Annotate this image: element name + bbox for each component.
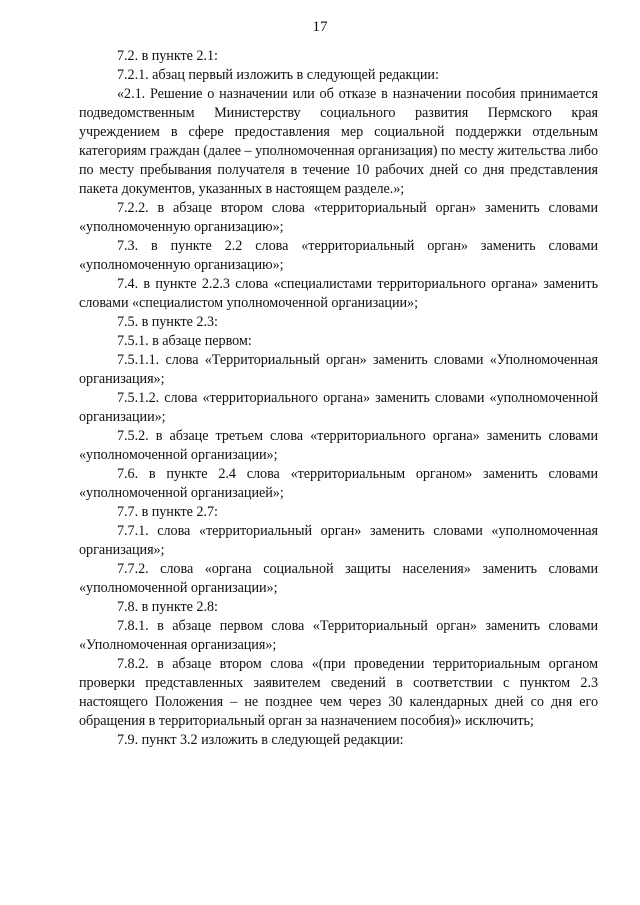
paragraph-7-2-1: 7.2.1. абзац первый изложить в следующей редакции: xyxy=(117,67,439,83)
paragraph-7-5-2: 7.5.2. в абзаце третьем слова «территориального органа» заменить словами «уполномоченной организации»; xyxy=(79,428,598,463)
paragraph-7-2: 7.2. в пункте 2.1: xyxy=(117,48,218,64)
page-number: 17 xyxy=(312,19,328,35)
paragraph-7-8-2: 7.8.2. в абзаце втором слова «(при проведении территориальным органом проверки представленных заявителем сведений в соответствии с пунктом 2.3 настоящего Положения – не позднее чем через 30 календарных дней со дня его обращения в территориальный орган за назначением пособия)» исключить; xyxy=(79,656,598,729)
paragraph-7-4: 7.4. в пункте 2.2.3 слова «специалистами территориального органа» заменить словами «специалистом уполномоченной организации»; xyxy=(79,276,598,311)
paragraph-7-3: 7.3. в пункте 2.2 слова «территориальный орган» заменить словами «уполномоченную организацию»; xyxy=(79,238,598,273)
paragraph-7-7-2: 7.7.2. слова «органа социальной защиты населения» заменить словами «уполномоченной организации»; xyxy=(79,561,598,596)
paragraph-7-9: 7.9. пункт 3.2 изложить в следующей редакции: xyxy=(117,732,404,748)
paragraph-7-8: 7.8. в пункте 2.8: xyxy=(117,599,218,615)
paragraph-7-7-1: 7.7.1. слова «территориальный орган» заменить словами «уполномоченная организация»; xyxy=(79,523,598,558)
paragraph-7-5-1: 7.5.1. в абзаце первом: xyxy=(117,333,252,349)
paragraph-7-8-1: 7.8.1. в абзаце первом слова «Территориальный орган» заменить словами «Уполномоченная организация»; xyxy=(79,618,598,653)
paragraph-2-1-quote: «2.1. Решение о назначении или об отказе в назначении пособия принимается подведомственным Министерству социального развития Пермского края учреждением в сфере предоставления мер социальной поддержки отдельным категориям граждан (далее – уполномоченная организация) по месту жительства либо по месту пребывания получателя в течение 10 рабочих дней со дня представления пакета документов, указанных в настоящем разделе.»; xyxy=(79,86,598,197)
paragraph-7-5-1-1: 7.5.1.1. слова «Территориальный орган» заменить словами «Уполномоченная организация»; xyxy=(79,352,598,387)
paragraph-7-7: 7.7. в пункте 2.7: xyxy=(117,504,218,520)
paragraph-7-5: 7.5. в пункте 2.3: xyxy=(117,314,218,330)
paragraph-7-2-2: 7.2.2. в абзаце втором слова «территориальный орган» заменить словами «уполномоченную организацию»; xyxy=(79,200,598,235)
paragraph-7-6: 7.6. в пункте 2.4 слова «территориальным органом» заменить словами «уполномоченной организацией»; xyxy=(79,466,598,501)
paragraph-7-5-1-2: 7.5.1.2. слова «территориального органа» заменить словами «уполномоченной организации»; xyxy=(79,390,598,425)
document-body xyxy=(79,47,598,750)
